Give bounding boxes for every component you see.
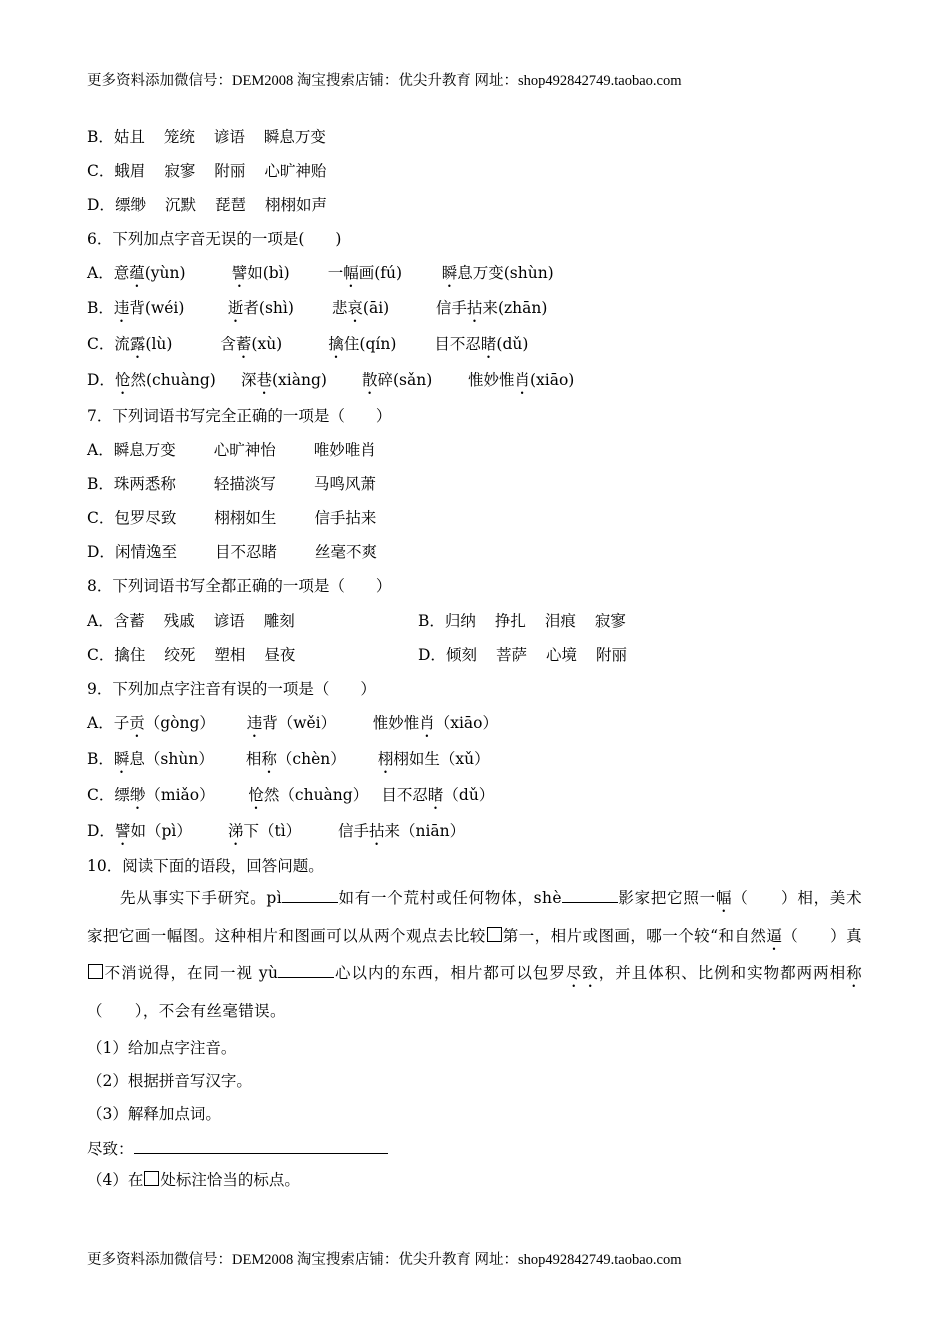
q9-option-d: D．譬如（pì） 涕下（tì） 信手拈来（niān） bbox=[87, 822, 466, 840]
q10-sub-4: （4）在 处标注恰当的标点。 bbox=[87, 1171, 300, 1189]
q7-option-d: D．闲情逸至 目不忍睹 丝毫不爽 bbox=[87, 543, 377, 561]
q10-sub-3: （3）解释加点词。 bbox=[87, 1105, 221, 1123]
punctuation-box[interactable] bbox=[487, 927, 502, 942]
q7-option-a: A．瞬息万变 心旷神怡 唯妙唯肖 bbox=[87, 441, 376, 459]
page-header: 更多资料添加微信号：DEM2008 淘宝搜索店铺：优尖升教育 网址：shop492842749.taobao.com bbox=[87, 73, 682, 89]
q8-row-1 bbox=[87, 611, 687, 631]
q8-option-c: C．擒住 绞死 塑相 昼夜 bbox=[87, 646, 296, 664]
q10-sub-1: （1）给加点字注音。 bbox=[87, 1039, 237, 1057]
q10-sub-3-answer: 尽致： bbox=[87, 1137, 388, 1159]
q6-option-a: A．意蕴(yùn) 譬如(bì) 一幅画(fú) 瞬息万变(shùn) bbox=[87, 264, 554, 282]
q10-passage: 先从事实下手研究。pì 如有一个荒村或任何物体，shè 影家把它照一幅（ ）相，美术家把它画一幅图。这种相片和图画可以从两个观点去比较 第一，相片或图画，哪一个较“和自然逼（ ）真不消说得，在同一视 yù 心以内的东西，相片都可以包罗尽致，并且体积、比例和实物都两两相称（ ），不会有丝毫错误。 bbox=[87, 889, 863, 1020]
q10-stem: 10．阅读下面的语段，回答问题。 bbox=[87, 857, 324, 875]
answer-blank[interactable] bbox=[282, 902, 338, 903]
punctuation-box[interactable] bbox=[88, 964, 103, 979]
q10-sub-2: （2）根据拼音写汉字。 bbox=[87, 1072, 252, 1090]
punctuation-box-icon bbox=[144, 1171, 159, 1186]
q6-option-b: B．违背(wéi) 逝者(shì) 悲哀(āi) 信手拈来(zhān) bbox=[87, 299, 548, 317]
q7-option-c: C．包罗尽致 栩栩如生 信手拈来 bbox=[87, 509, 377, 527]
q9-option-c: C．缥缈（miǎo） 怆然（chuàng） 目不忍睹（dǔ） bbox=[87, 786, 495, 804]
q8-option-b: B．归纳 挣扎 泪痕 寂寥 bbox=[418, 612, 626, 630]
answer-blank[interactable] bbox=[562, 902, 618, 903]
q7-stem: 7．下列词语书写完全正确的一项是（ ） bbox=[87, 407, 392, 425]
q8-option-d: D．倾刻 菩萨 心境 附丽 bbox=[418, 646, 627, 664]
q6-stem: 6．下列加点字音无误的一项是( ) bbox=[87, 230, 342, 248]
q6-option-d: D．怆然(chuàng) 深巷(xiàng) 散碎(sǎn) 惟妙惟肖(xiāo) bbox=[87, 371, 575, 389]
q7-option-b: B．珠两悉称 轻描淡写 马鸣风萧 bbox=[87, 475, 376, 493]
q9-option-b: B．瞬息（shùn） 相称（chèn） 栩栩如生（xǔ） bbox=[87, 750, 490, 768]
q6-option-c: C．流露(lù) 含蓄(xù) 擒住(qín) 目不忍睹(dǔ) bbox=[87, 335, 529, 353]
q9-stem: 9．下列加点字注音有误的一项是（ ） bbox=[87, 680, 376, 698]
page-footer: 更多资料添加微信号：DEM2008 淘宝搜索店铺：优尖升教育 网址：shop492842749.taobao.com bbox=[87, 1252, 682, 1268]
q5-option-b: B．姑且 笼统 谚语 瞬息万变 bbox=[87, 128, 326, 146]
q8-row-2 bbox=[87, 645, 687, 665]
q8-option-a: A．含蓄 残戚 谚语 雕刻 bbox=[87, 612, 295, 630]
answer-line[interactable] bbox=[134, 1137, 388, 1154]
q5-option-d: D．缥缈 沉默 琵琶 栩栩如声 bbox=[87, 196, 327, 214]
q5-option-c: C．蛾眉 寂寥 附丽 心旷神贻 bbox=[87, 162, 327, 180]
q8-stem: 8．下列词语书写全都正确的一项是（ ） bbox=[87, 577, 392, 595]
q9-option-a: A．子贡（gòng） 违背（wěi） 惟妙惟肖（xiāo） bbox=[87, 714, 499, 732]
answer-blank[interactable] bbox=[278, 977, 334, 978]
